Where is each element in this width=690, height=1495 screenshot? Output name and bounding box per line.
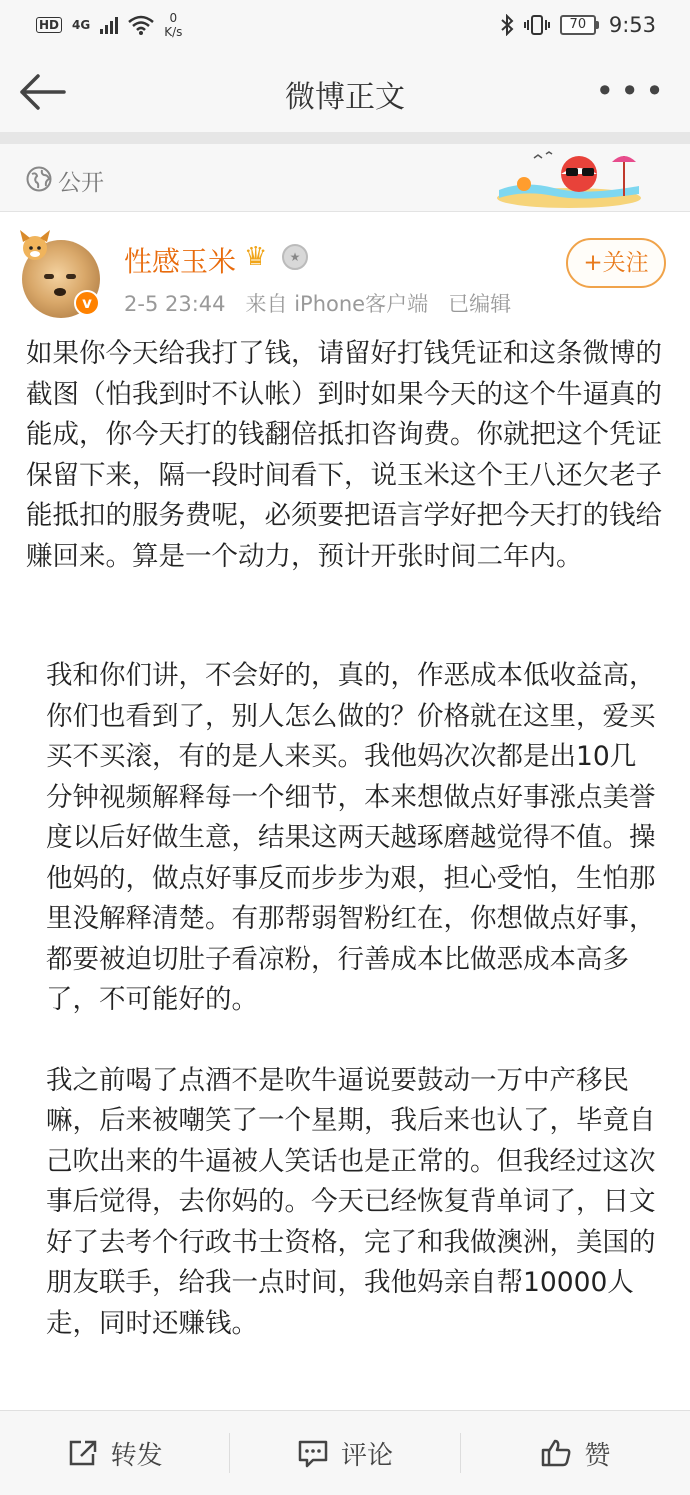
quoted-paragraph: 我之前喝了点酒不是吹牛逼说要鼓动一万中产移民嘛，后来被嘲笑了一个星期，我后来也认了，毕竟自己吹出来的牛逼被人笑话也是正常的。但我经过这次事后觉得，去你妈的。今天已经恢复背单词了，日文好了去考个行政书士资格，完了和我做澳洲，美国的朋友联手，给我一点时间，我他妈亲自帮10000人走，同时还赚钱。 (46, 1064, 656, 1339)
repost-button[interactable] (0, 1411, 229, 1495)
like-icon (540, 1438, 572, 1468)
net-speed-unit: K/s (164, 25, 183, 39)
post-card (0, 212, 690, 1410)
visibility-label: 公开 (58, 170, 104, 196)
more-icon: ••• (595, 72, 670, 110)
quoted-paragraph: 我和你们讲，不会好的，真的，作恶成本低收益高，你们也看到了，别人怎么做的？价格就在这里，爱买买不买滚，有的是人来买。我他妈次次都是出10几分钟视频解释每一个细节，本来想做点好事涨点美誉度以后好做生意，结果这两天越琢磨越觉得不值。操他妈的，做点好事反而步步为艰，担心受怕，生怕那里没解释清楚。有那帮弱智粉红在，你想做点好事，都要被迫切肚子看凉粉，行善成本比做恶成本高多了，不可能好的。 (46, 660, 656, 1015)
follow-button[interactable]: +关注 (566, 238, 666, 288)
corgi-sticker-icon (14, 228, 56, 262)
like-label: 赞 (584, 1440, 611, 1471)
bluetooth-icon (500, 14, 514, 36)
post-body: 如果你今天给我打了钱，请留好打钱凭证和这条微博的截图（怕我到时不认帐）到时如果今天的这个牛逼真的能成，你今天打的钱翻倍抵扣咨询费。你就把这个凭证保留下来，隔一段时间看下，说玉米这个王八还欠老子能抵扣的服务费呢，必须要把语言学好把今天打的钱给赚回来。算是一个动力，预计开张时间二年内。 (26, 338, 662, 572)
post-meta (124, 288, 511, 318)
status-left (36, 11, 182, 39)
nav-bar (0, 50, 690, 132)
comment-label: 评论 (340, 1440, 393, 1471)
medal-icon[interactable]: ★ (282, 244, 308, 270)
battery-icon (560, 15, 599, 35)
status-time: 9:53 (608, 13, 656, 37)
wifi-icon (128, 15, 154, 35)
edited-label[interactable]: 已编辑 (448, 292, 512, 316)
globe-icon (26, 166, 52, 192)
repost-icon (67, 1438, 99, 1468)
hd-badge: HD (36, 17, 62, 33)
vibrate-icon (524, 14, 550, 36)
more-button[interactable] (595, 72, 670, 110)
signal-icon (100, 16, 118, 34)
net-speed (164, 11, 182, 39)
page-title: 微博正文 (285, 80, 405, 115)
verified-icon: v (74, 290, 100, 316)
author-name[interactable]: 性感玉米 (124, 245, 237, 278)
quoted-content (46, 656, 656, 1384)
net-speed-value: 0 (169, 11, 178, 25)
post-timestamp: 2-5 23:44 (124, 292, 226, 316)
status-bar (0, 0, 690, 50)
comment-icon (297, 1438, 329, 1468)
crown-icon[interactable]: ♛ (244, 242, 268, 272)
network-type: 4G (72, 18, 91, 32)
battery-level: 70 (560, 15, 596, 35)
action-bar (0, 1410, 690, 1495)
beach-sticker-icon (494, 146, 644, 208)
section-divider (0, 132, 690, 144)
like-button[interactable] (461, 1411, 690, 1495)
status-right (500, 13, 656, 37)
post-source: 来自 iPhone客户端 (245, 292, 429, 316)
comment-button[interactable] (230, 1411, 459, 1495)
repost-label: 转发 (110, 1440, 163, 1471)
